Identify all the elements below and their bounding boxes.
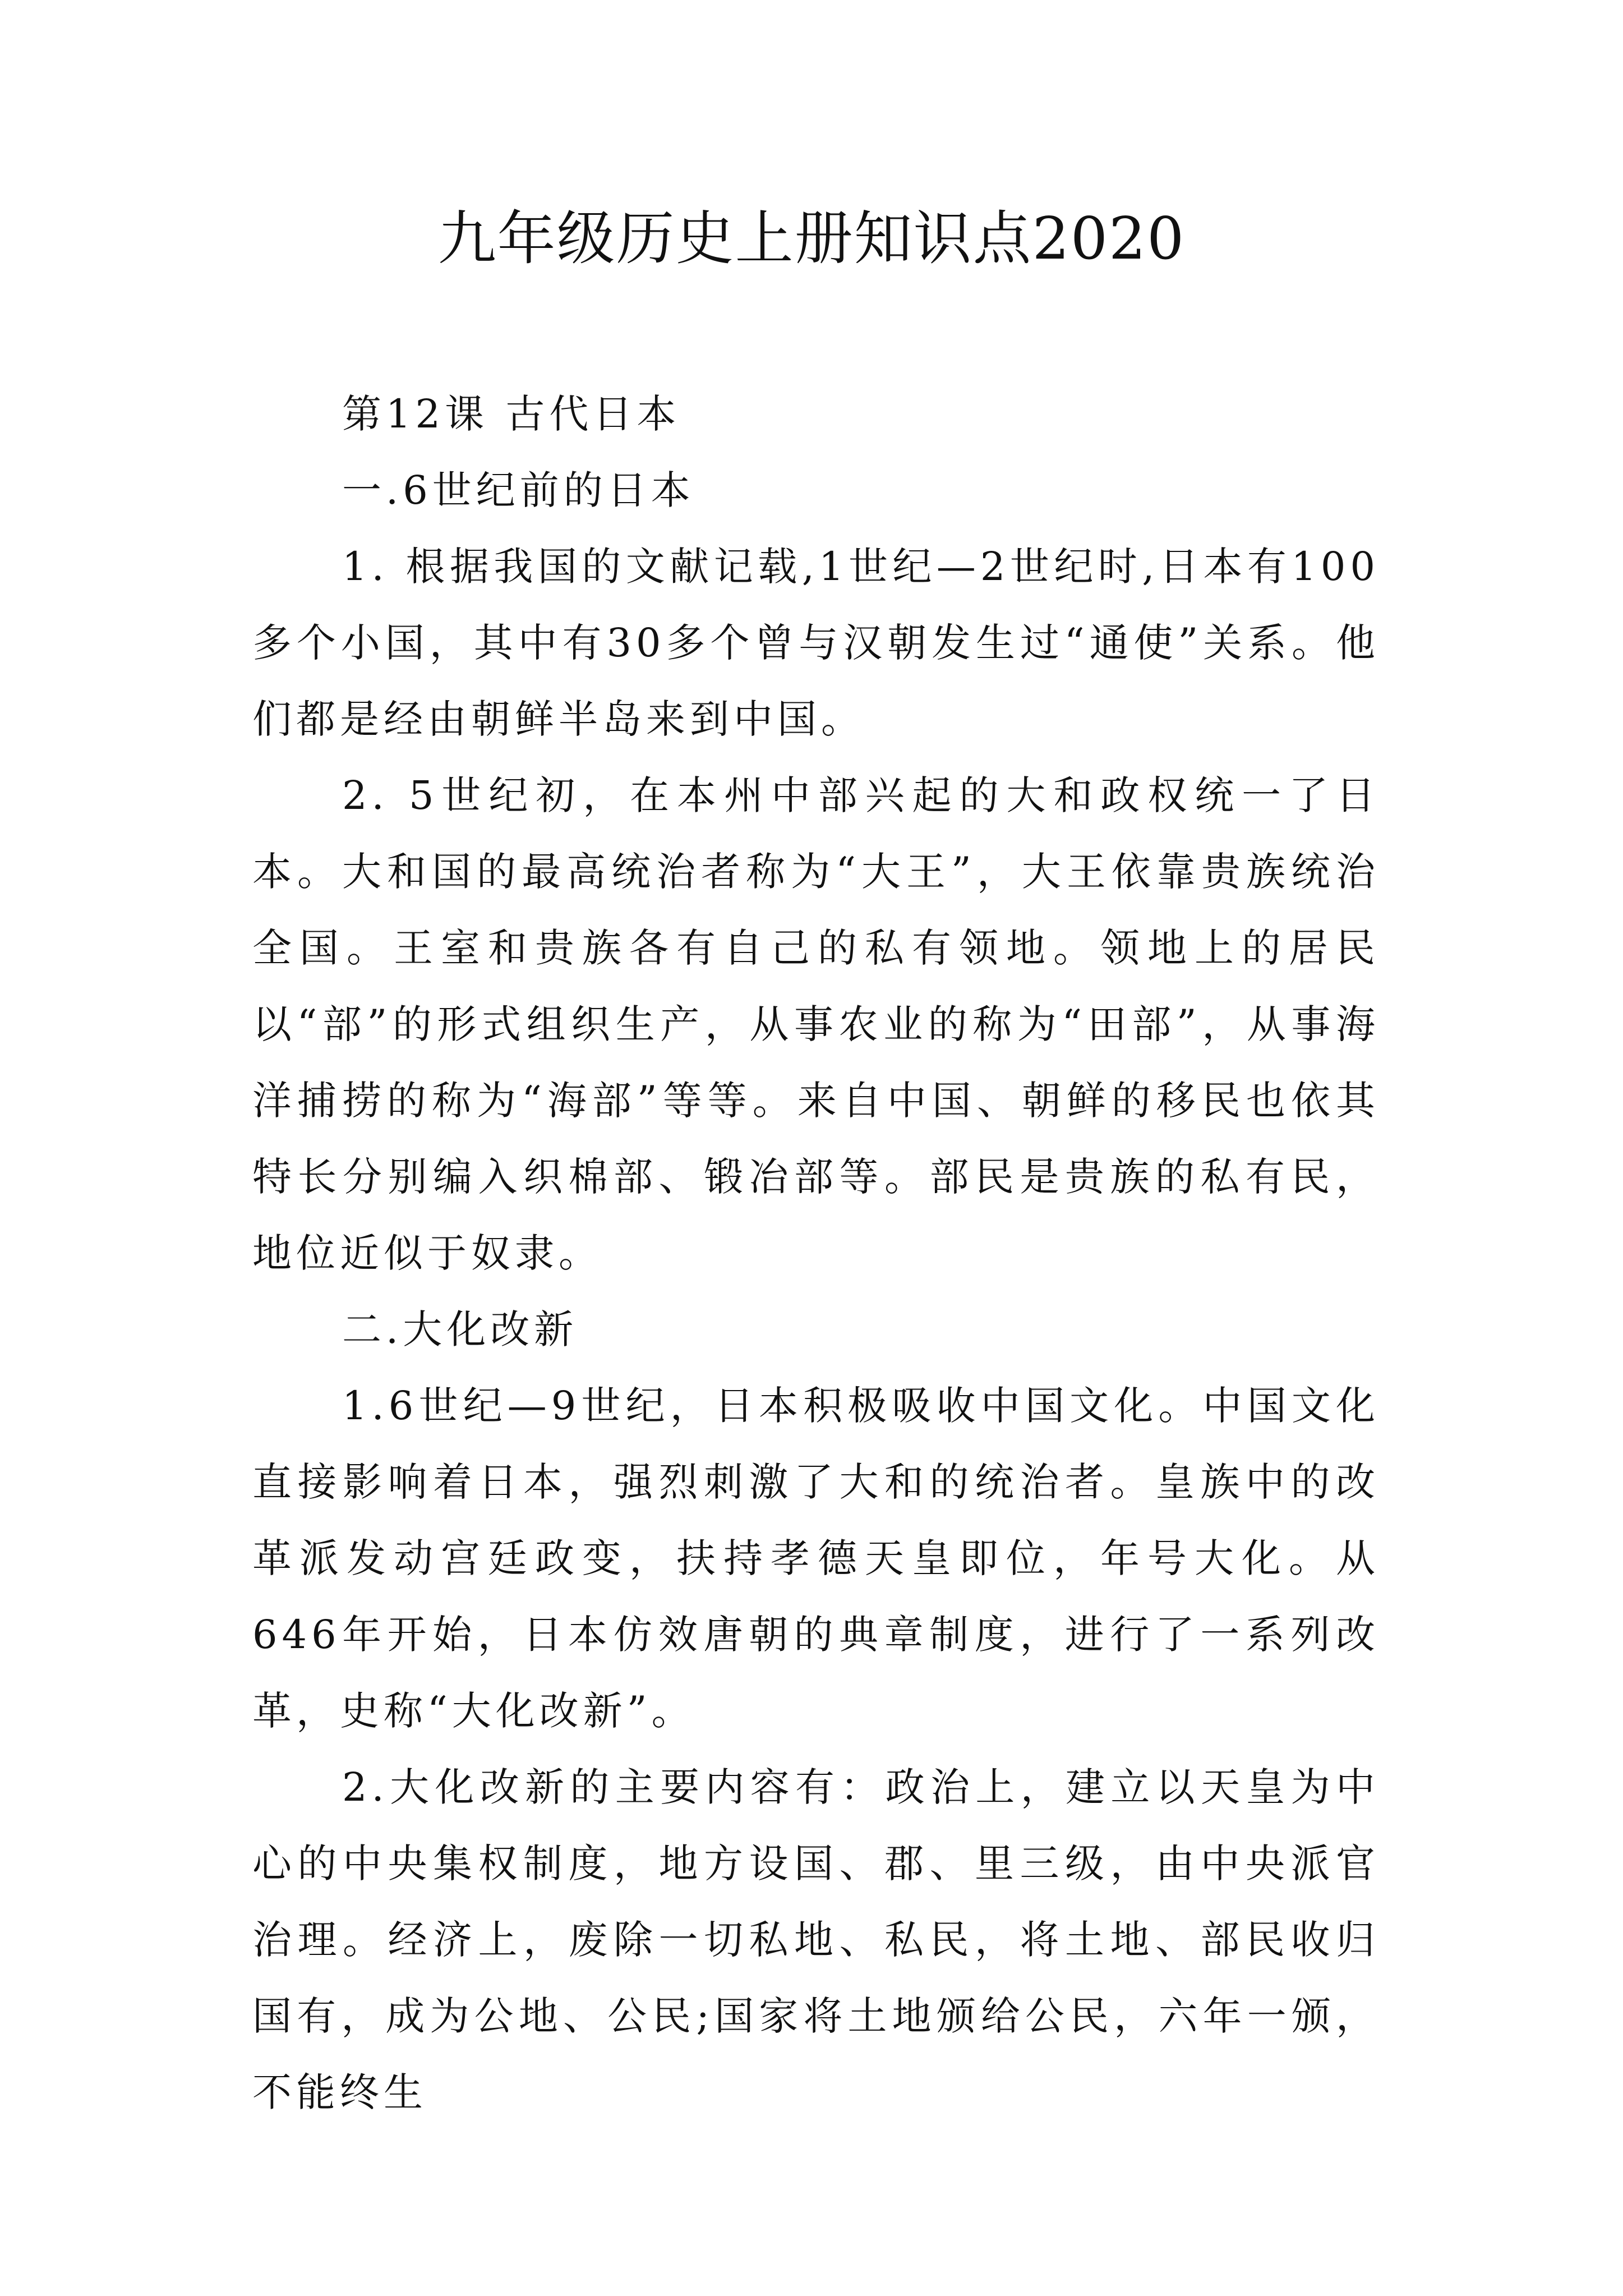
- section-heading-2: 二.大化改新: [342, 1306, 578, 1352]
- paragraph: 2.大化改新的主要内容有：政治上，建立以天皇为中心的中央集权制度，地方设国、郡、里三级，由中央派官治理。经济上，废除一切私地、私民，将土地、部民收归国有，成为公地、公民;国家将土地颁给公民，六年一颁，不能终生: [252, 1764, 1380, 2115]
- lesson-heading: 第12课 古代日本: [342, 391, 681, 437]
- paragraph: 1. 根据我国的文献记载,1世纪—2世纪时,日本有100多个小国，其中有30多个曾与汉朝发生过“通使”关系。他们都是经由朝鲜半岛来到中国。: [252, 544, 1380, 742]
- paragraph: 2. 5世纪初，在本州中部兴起的大和政权统一了日本。大和国的最高统治者称为“大王”，大王依靠贵族统治全国。王室和贵族各有自己的私有领地。领地上的居民以“部”的形式组织生产，从事农业的称为“田部”，从事海洋捕捞的称为“海部”等等。来自中国、朝鲜的移民也依其特长分别编入织棉部、锻冶部等。部民是贵族的私有民，地位近似于奴隶。: [252, 772, 1380, 1276]
- section-heading-1: 一.6世纪前的日本: [342, 467, 695, 513]
- document-body: [252, 376, 1380, 2131]
- page-title: 九年级历史上册知识点2020: [437, 204, 1186, 273]
- paragraph: 1.6世纪—9世纪，日本积极吸收中国文化。中国文化直接影响着日本，强烈刺激了大和的统治者。皇族中的改革派发动宫廷政变，扶持孝德天皇即位，年号大化。从646年开始，日本仿效唐朝的典章制度，进行了一系列改革，史称“大化改新”。: [252, 1383, 1380, 1734]
